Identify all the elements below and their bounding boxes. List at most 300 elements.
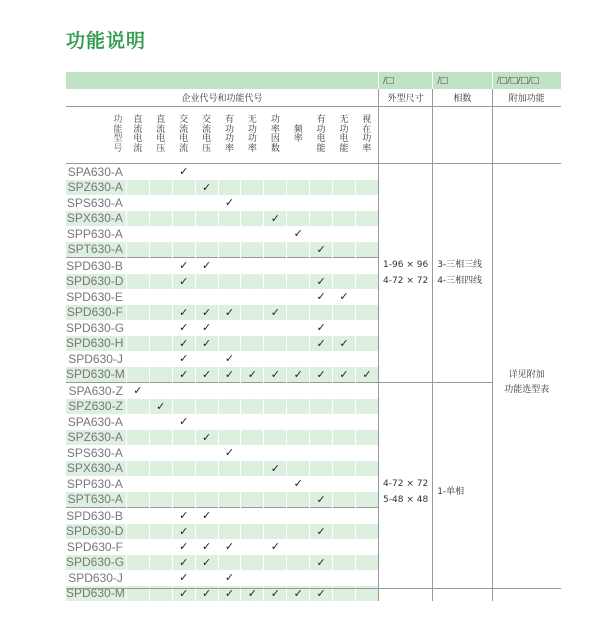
- empty-cell: [241, 383, 264, 399]
- empty-cell: [333, 164, 356, 180]
- empty-cell: [333, 320, 356, 336]
- check-mark-cell: ✓: [218, 195, 241, 211]
- function-table: [66, 72, 561, 601]
- empty-cell: [172, 399, 195, 415]
- empty-cell: [287, 414, 310, 430]
- column-header: [241, 107, 264, 164]
- empty-cell: [195, 242, 218, 258]
- model-code: SPD630-M: [66, 586, 125, 601]
- check-mark-cell: ✓: [172, 367, 195, 383]
- empty-cell: [126, 289, 149, 305]
- empty-cell: [355, 258, 378, 274]
- empty-cell: [195, 164, 218, 180]
- empty-cell: [241, 289, 264, 305]
- empty-cell: [149, 461, 172, 477]
- empty-cell: [287, 570, 310, 586]
- empty-cell: [310, 430, 333, 446]
- empty-cell: [195, 414, 218, 430]
- empty-cell: [264, 414, 287, 430]
- empty-cell: [287, 320, 310, 336]
- empty-cell: [333, 305, 356, 321]
- empty-cell: [310, 383, 333, 399]
- empty-cell: [264, 383, 287, 399]
- empty-cell: [287, 351, 310, 367]
- empty-cell: [126, 461, 149, 477]
- empty-cell: [355, 242, 378, 258]
- check-mark-cell: ✓: [287, 367, 310, 383]
- empty-cell: [264, 320, 287, 336]
- empty-cell: [241, 414, 264, 430]
- check-mark-cell: ✓: [264, 586, 287, 602]
- empty-cell: [287, 242, 310, 258]
- empty-cell: [333, 180, 356, 196]
- empty-cell: [287, 524, 310, 540]
- empty-cell: [241, 492, 264, 508]
- column-header-text: 无功电能: [339, 115, 349, 154]
- empty-cell: [149, 555, 172, 571]
- model-code: SPS630-A: [66, 195, 123, 210]
- empty-cell: [333, 492, 356, 508]
- empty-cell: [333, 258, 356, 274]
- phase-options: [433, 383, 492, 602]
- model-code: SPT630-A: [66, 242, 126, 258]
- empty-cell: [195, 289, 218, 305]
- check-mark-cell: ✓: [172, 555, 195, 571]
- empty-cell: [355, 351, 378, 367]
- empty-cell: [333, 383, 356, 399]
- empty-cell: [149, 445, 172, 461]
- empty-cell: [333, 351, 356, 367]
- model-code: SPD630-G: [66, 555, 126, 571]
- empty-cell: [355, 180, 378, 196]
- empty-cell: [241, 570, 264, 586]
- model-code: SPD630-E: [66, 289, 123, 304]
- column-header-blank: [492, 107, 561, 164]
- empty-cell: [355, 555, 378, 571]
- empty-cell: [195, 211, 218, 227]
- empty-cell: [287, 289, 310, 305]
- empty-cell: [355, 226, 378, 242]
- extra-label: 附加功能: [492, 89, 561, 107]
- empty-cell: [149, 180, 172, 196]
- check-mark-cell: ✓: [310, 320, 333, 336]
- empty-cell: [218, 242, 241, 258]
- empty-cell: [355, 399, 378, 415]
- model-code: SPZ630-A: [66, 430, 126, 446]
- extra-function-line: 功能选型表: [504, 384, 550, 395]
- empty-cell: [195, 524, 218, 540]
- check-mark-cell: ✓: [264, 305, 287, 321]
- empty-cell: [149, 226, 172, 242]
- empty-cell: [241, 508, 264, 524]
- empty-cell: [310, 195, 333, 211]
- empty-cell: [241, 445, 264, 461]
- column-header: [355, 107, 378, 164]
- empty-cell: [218, 461, 241, 477]
- empty-cell: [264, 242, 287, 258]
- empty-cell: [126, 414, 149, 430]
- empty-cell: [333, 508, 356, 524]
- empty-cell: [355, 524, 378, 540]
- empty-cell: [287, 305, 310, 321]
- empty-cell: [195, 383, 218, 399]
- model-code: SPD630-D: [66, 524, 126, 540]
- phase-options: [433, 164, 492, 383]
- empty-cell: [126, 164, 149, 180]
- check-mark-cell: ✓: [172, 539, 195, 555]
- empty-cell: [126, 305, 149, 321]
- empty-cell: [195, 195, 218, 211]
- table-row: [66, 383, 561, 399]
- empty-cell: [264, 399, 287, 415]
- size-option: 1-96 × 96: [383, 260, 429, 270]
- empty-cell: [172, 289, 195, 305]
- empty-cell: [355, 195, 378, 211]
- empty-cell: [310, 351, 333, 367]
- column-header: [126, 107, 149, 164]
- empty-cell: [310, 258, 333, 274]
- empty-cell: [149, 383, 172, 399]
- empty-cell: [241, 211, 264, 227]
- model-code: SPD630-J: [68, 570, 123, 585]
- column-header-text: 交流电流: [179, 115, 189, 154]
- model-code: SPP630-A: [66, 226, 123, 241]
- check-mark-cell: ✓: [218, 305, 241, 321]
- phase-code-slash: /□: [433, 72, 492, 89]
- empty-cell: [355, 383, 378, 399]
- empty-cell: [149, 258, 172, 274]
- check-mark-cell: ✓: [195, 508, 218, 524]
- empty-cell: [172, 195, 195, 211]
- extra-function-note: [492, 164, 561, 602]
- size-options: [379, 383, 433, 602]
- column-header-text: 视在功率: [362, 115, 372, 154]
- empty-cell: [149, 367, 172, 383]
- column-header-text: 功率因数: [270, 115, 280, 154]
- empty-cell: [126, 524, 149, 540]
- empty-cell: [355, 570, 378, 586]
- empty-cell: [355, 289, 378, 305]
- empty-cell: [126, 274, 149, 290]
- model-code: SPA630-Z: [66, 383, 126, 399]
- check-mark-cell: ✓: [195, 258, 218, 274]
- check-mark-cell: ✓: [287, 476, 310, 492]
- empty-cell: [241, 258, 264, 274]
- empty-cell: [355, 211, 378, 227]
- empty-cell: [149, 305, 172, 321]
- empty-cell: [333, 570, 356, 586]
- empty-cell: [355, 274, 378, 290]
- empty-cell: [287, 383, 310, 399]
- empty-cell: [264, 492, 287, 508]
- phase-option: 3-三相三线: [437, 260, 483, 270]
- empty-cell: [310, 508, 333, 524]
- check-mark-cell: ✓: [218, 445, 241, 461]
- empty-cell: [149, 351, 172, 367]
- empty-cell: [355, 336, 378, 352]
- empty-cell: [241, 195, 264, 211]
- empty-cell: [149, 414, 172, 430]
- empty-cell: [149, 274, 172, 290]
- empty-cell: [126, 320, 149, 336]
- column-header-text: 直流电流: [133, 115, 143, 154]
- header-labels: [66, 89, 561, 107]
- empty-cell: [126, 367, 149, 383]
- empty-cell: [287, 492, 310, 508]
- model-code: SPP630-A: [66, 476, 123, 491]
- check-mark-cell: ✓: [310, 289, 333, 305]
- empty-cell: [264, 555, 287, 571]
- empty-cell: [172, 492, 195, 508]
- empty-cell: [149, 539, 172, 555]
- column-header: [149, 107, 172, 164]
- empty-cell: [195, 492, 218, 508]
- empty-cell: [218, 476, 241, 492]
- empty-cell: [264, 274, 287, 290]
- empty-cell: [355, 164, 378, 180]
- column-header-text: 有功功率: [225, 115, 235, 154]
- empty-cell: [333, 211, 356, 227]
- empty-cell: [218, 492, 241, 508]
- empty-cell: [333, 476, 356, 492]
- check-mark-cell: ✓: [333, 367, 356, 383]
- check-mark-cell: ✓: [172, 164, 195, 180]
- check-mark-cell: ✓: [264, 539, 287, 555]
- empty-cell: [241, 226, 264, 242]
- check-mark-cell: ✓: [172, 351, 195, 367]
- empty-cell: [126, 211, 149, 227]
- empty-cell: [172, 383, 195, 399]
- column-header-text: 频 率: [293, 124, 312, 144]
- check-mark-cell: ✓: [195, 539, 218, 555]
- check-mark-cell: ✓: [172, 524, 195, 540]
- page-title: 功能说明: [66, 30, 147, 52]
- check-mark-cell: ✓: [310, 274, 333, 290]
- empty-cell: [241, 399, 264, 415]
- empty-cell: [126, 258, 149, 274]
- empty-cell: [195, 399, 218, 415]
- empty-cell: [310, 414, 333, 430]
- check-mark-cell: ✓: [195, 320, 218, 336]
- empty-cell: [149, 476, 172, 492]
- check-mark-cell: ✓: [172, 508, 195, 524]
- empty-cell: [287, 555, 310, 571]
- phase-label: 相数: [433, 89, 492, 107]
- empty-cell: [126, 226, 149, 242]
- empty-cell: [195, 476, 218, 492]
- empty-cell: [126, 180, 149, 196]
- empty-cell: [355, 492, 378, 508]
- empty-cell: [310, 461, 333, 477]
- model-code: SPD630-F: [66, 539, 123, 554]
- model-code: SPA630-A: [67, 414, 123, 429]
- empty-cell: [218, 211, 241, 227]
- column-header-text: 有功电能: [316, 115, 326, 154]
- empty-cell: [310, 180, 333, 196]
- empty-cell: [126, 570, 149, 586]
- check-mark-cell: ✓: [310, 586, 333, 602]
- column-header-text: 直流电压: [156, 115, 166, 154]
- table-row: [66, 164, 561, 180]
- model-code: SPD630-H: [66, 336, 126, 352]
- empty-cell: [264, 164, 287, 180]
- empty-cell: [126, 555, 149, 571]
- empty-cell: [241, 351, 264, 367]
- empty-cell: [333, 555, 356, 571]
- empty-cell: [287, 180, 310, 196]
- empty-cell: [172, 226, 195, 242]
- model-code: SPD630-G: [66, 320, 125, 335]
- empty-cell: [218, 274, 241, 290]
- empty-cell: [264, 258, 287, 274]
- empty-cell: [218, 320, 241, 336]
- check-mark-cell: ✓: [172, 414, 195, 430]
- empty-cell: [149, 195, 172, 211]
- empty-cell: [126, 539, 149, 555]
- empty-cell: [195, 445, 218, 461]
- column-header: [264, 107, 287, 164]
- empty-cell: [264, 289, 287, 305]
- codes-label: 企业代号和功能代号: [66, 89, 379, 107]
- empty-cell: [241, 242, 264, 258]
- empty-cell: [287, 508, 310, 524]
- size-options: [379, 164, 433, 383]
- empty-cell: [264, 226, 287, 242]
- empty-cell: [355, 476, 378, 492]
- empty-cell: [333, 414, 356, 430]
- empty-cell: [172, 430, 195, 446]
- column-header: [218, 107, 241, 164]
- check-mark-cell: ✓: [310, 336, 333, 352]
- empty-cell: [241, 555, 264, 571]
- empty-cell: [218, 226, 241, 242]
- empty-cell: [149, 336, 172, 352]
- empty-cell: [333, 524, 356, 540]
- empty-cell: [333, 399, 356, 415]
- check-mark-cell: ✓: [195, 430, 218, 446]
- empty-cell: [149, 164, 172, 180]
- model-code: SPT630-A: [66, 492, 126, 508]
- empty-cell: [310, 476, 333, 492]
- empty-cell: [355, 445, 378, 461]
- empty-cell: [126, 492, 149, 508]
- empty-cell: [149, 242, 172, 258]
- empty-cell: [149, 492, 172, 508]
- check-mark-cell: ✓: [333, 336, 356, 352]
- empty-cell: [241, 164, 264, 180]
- column-header-blank: [433, 107, 492, 164]
- empty-cell: [287, 430, 310, 446]
- empty-cell: [310, 570, 333, 586]
- empty-cell: [149, 430, 172, 446]
- empty-cell: [126, 242, 149, 258]
- empty-cell: [172, 180, 195, 196]
- check-mark-cell: ✓: [310, 242, 333, 258]
- empty-cell: [287, 258, 310, 274]
- model-code: SPX630-A: [66, 461, 126, 477]
- empty-cell: [287, 195, 310, 211]
- check-mark-cell: ✓: [195, 336, 218, 352]
- check-mark-cell: ✓: [218, 570, 241, 586]
- size-option: 5-48 × 48: [383, 495, 429, 505]
- empty-cell: [333, 461, 356, 477]
- phase-option: 1-单相: [437, 487, 465, 497]
- empty-cell: [355, 320, 378, 336]
- empty-cell: [355, 430, 378, 446]
- empty-cell: [355, 305, 378, 321]
- empty-cell: [126, 508, 149, 524]
- empty-cell: [241, 274, 264, 290]
- empty-cell: [218, 508, 241, 524]
- model-code: SPZ630-Z: [66, 399, 126, 415]
- empty-cell: [264, 180, 287, 196]
- empty-cell: [126, 336, 149, 352]
- check-mark-cell: ✓: [218, 351, 241, 367]
- empty-cell: [333, 274, 356, 290]
- empty-cell: [310, 399, 333, 415]
- check-mark-cell: ✓: [287, 226, 310, 242]
- empty-cell: [310, 226, 333, 242]
- check-mark-cell: ✓: [218, 586, 241, 602]
- check-mark-cell: ✓: [149, 399, 172, 415]
- model-code: SPD630-M: [66, 367, 125, 382]
- empty-cell: [264, 336, 287, 352]
- model-code: SPX630-A: [66, 211, 126, 227]
- check-mark-cell: ✓: [172, 258, 195, 274]
- empty-cell: [287, 461, 310, 477]
- empty-cell: [218, 555, 241, 571]
- empty-cell: [287, 445, 310, 461]
- model-code: SPD630-B: [66, 258, 126, 274]
- empty-cell: [218, 336, 241, 352]
- empty-cell: [172, 461, 195, 477]
- empty-cell: [264, 195, 287, 211]
- model-code: SPD630-B: [66, 508, 126, 524]
- model-code: SPD630-F: [66, 305, 126, 321]
- empty-cell: [264, 570, 287, 586]
- empty-cell: [287, 336, 310, 352]
- size-option: 4-72 × 72: [383, 479, 429, 489]
- check-mark-cell: ✓: [172, 570, 195, 586]
- check-mark-cell: ✓: [287, 586, 310, 602]
- empty-cell: [264, 476, 287, 492]
- empty-cell: [218, 399, 241, 415]
- empty-cell: [126, 430, 149, 446]
- empty-cell: [195, 351, 218, 367]
- empty-cell: [310, 305, 333, 321]
- empty-cell: [287, 211, 310, 227]
- check-mark-cell: ✓: [241, 367, 264, 383]
- column-header-text: 交流电压: [202, 115, 212, 154]
- column-header: [310, 107, 333, 164]
- empty-cell: [172, 476, 195, 492]
- empty-cell: [264, 508, 287, 524]
- empty-cell: [355, 461, 378, 477]
- empty-cell: [333, 195, 356, 211]
- check-mark-cell: ✓: [310, 555, 333, 571]
- check-mark-cell: ✓: [195, 555, 218, 571]
- empty-cell: [195, 226, 218, 242]
- model-code: SPS630-A: [66, 445, 123, 460]
- empty-cell: [241, 476, 264, 492]
- extra-code-slash: /□/□/□/□: [492, 72, 561, 89]
- empty-cell: [333, 539, 356, 555]
- empty-cell: [195, 461, 218, 477]
- check-mark-cell: ✓: [241, 586, 264, 602]
- empty-cell: [310, 211, 333, 227]
- empty-cell: [218, 430, 241, 446]
- empty-cell: [218, 383, 241, 399]
